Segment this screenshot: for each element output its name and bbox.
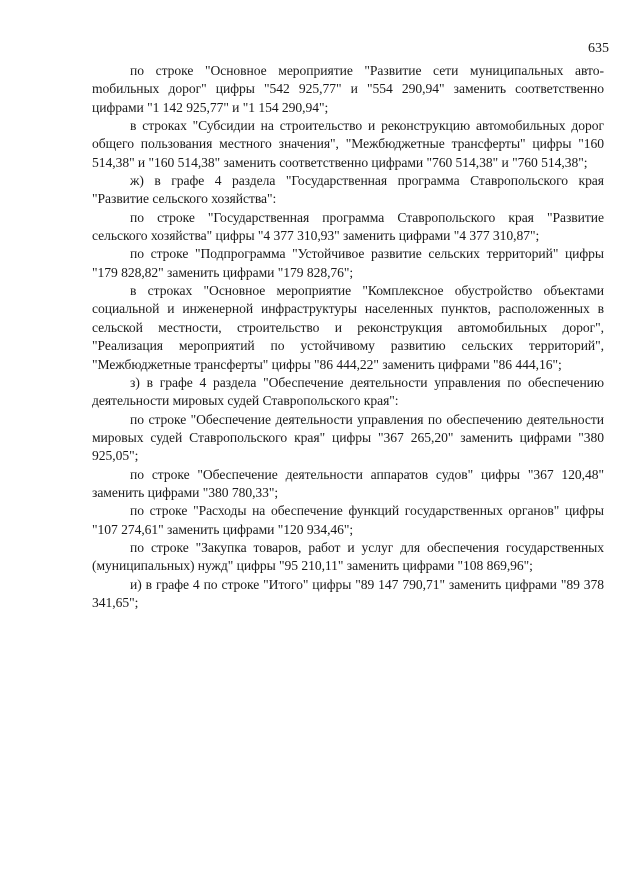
paragraph-road-network: по строке "Основное мероприятие "Развитие сети муниципальных автоmобильных дорог" цифры "542 925,77" и "554 290,94" заменить соответственно цифрами "1 142 925,77" и "1 154 290,94";: [92, 63, 604, 115]
paragraph-agriculture-program: по строке "Государственная программа Ставропольского края "Развитие сельского хозяйства" цифры "4 377 310,93" заменить цифрами "4 377 310,87";: [92, 209, 604, 244]
document-body: [92, 62, 604, 612]
paragraph-judges-management: по строке "Обеспечение деятельности управления по обеспечению деятельности мировых судей Ставропольского края" цифры "367 265,20" заменить цифрами "380 925,05";: [92, 411, 604, 464]
paragraph-road-subsidies: в строках "Субсидии на строительство и реконструкцию автомобильных дорог общего пользования местного значения", "Межбюджетные трансферты" цифры "160 514,38" и "160 514,38" заменить соответственно цифрами "760 514,38" и "760 514,38";: [92, 118, 604, 170]
paragraph-section-zh: ж) в графе 4 раздела "Государственная программа Ставропольского края "Развитие сельского хозяйства":: [92, 173, 604, 207]
paragraph-total: и) в графе 4 по строке "Итого" цифры "89 147 790,71" заменить цифрами "89 378 341,65";: [92, 576, 604, 610]
page-number: 635: [588, 41, 609, 56]
paragraph-procurement: по строке "Закупка товаров, работ и услуг для обеспечения государственных (муниципальных) нужд" цифры "95 210,11" заменить цифрами "108 869,96";: [92, 539, 604, 574]
paragraph-state-bodies-expenses: по строке "Расходы на обеспечение функций государственных органов" цифры "107 274,61" заменить цифрами "120 934,46";: [92, 503, 604, 537]
paragraph-section-z: з) в графе 4 раздела "Обеспечение деятельности управления по обеспечению деятельности мировых судей Ставропольского края":: [92, 374, 604, 409]
paragraph-rural-infrastructure: в строках "Основное мероприятие "Комплексное обустройство объектами социальной и инженерной инфраструктуры населенных пунктов, расположенных в сельской местности, строительство и реконструкция автомобильных дорог", "Реализация мероприятий по устойчивому развитию сельских территорий", "Межбюджетные трансферты" цифры "86 444,22" заменить цифрами "86 444,16";: [92, 283, 604, 372]
paragraph-court-apparatus: по строке "Обеспечение деятельности аппаратов судов" цифры "367 120,48" заменить цифрами "380 780,33";: [92, 466, 604, 500]
paragraph-rural-subprogram: по строке "Подпрограмма "Устойчивое развитие сельских территорий" цифры "179 828,82" заменить цифрами "179 828,76";: [92, 246, 604, 280]
